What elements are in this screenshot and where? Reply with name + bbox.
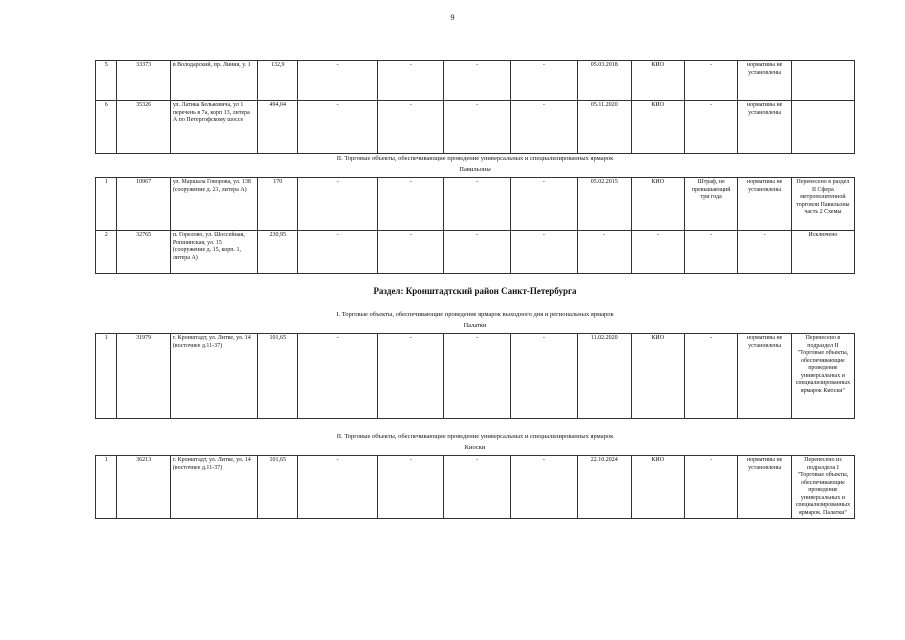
table-cell: Штраф, не превышающий три года (684, 178, 737, 231)
table-cell: 22.10.2024 (578, 456, 631, 519)
table-cell: 05.11.2020 (578, 101, 631, 154)
section-subheading-1: Павильоны (459, 166, 491, 173)
table-cell: 35326 (117, 101, 170, 154)
section-subheading-3: Киоски (464, 444, 486, 451)
table-row (96, 101, 855, 154)
table-cell: нормативы не установлены (738, 334, 791, 419)
section-subheading-2: Палатки (463, 322, 487, 329)
table-cell: 101,65 (258, 456, 298, 519)
table-cell: КИО (631, 101, 684, 154)
table-cell: 494,04 (258, 101, 298, 154)
table-cell: г. Кронштадт, ул. Литке, ул. 14 (восточнее д.11-37) (170, 334, 258, 419)
table-cell: - (578, 231, 631, 274)
table-cell: - (444, 101, 510, 154)
table-cell: - (378, 101, 444, 154)
table-cell: КИО (631, 334, 684, 419)
table-cell: - (378, 178, 444, 231)
table-block-4 (95, 455, 855, 519)
table-cell: 1 (96, 334, 117, 419)
table-cell: - (298, 101, 378, 154)
table-cell: - (378, 456, 444, 519)
table-cell: 101,65 (258, 334, 298, 419)
table-cell: - (444, 61, 510, 101)
section-heading-1: II. Торговые объекты, обеспечивающие проведение универсальных и специализированных ярмарок (336, 155, 614, 162)
section-heading-2: I. Торговые объекты, обеспечивающие проведение ярмарок выходного дня и региональных ярмарок (336, 311, 614, 318)
table-cell: - (510, 456, 577, 519)
table-row (96, 61, 855, 101)
table-cell: - (510, 231, 577, 274)
table-cell: п. Горелово, ул. Шоссейная, Ропшинская, ул. 15 (сооружение д. 15, корп. 1, литера А) (170, 231, 258, 274)
table-cell: 33373 (117, 61, 170, 101)
table-cell: 05.03.2018 (578, 61, 631, 101)
table-cell: КИО (631, 178, 684, 231)
table-cell (791, 101, 854, 154)
table-cell: 31979 (117, 334, 170, 419)
table-block-1 (95, 60, 855, 154)
table-cell: в Володарский, пр. Линия, у. 1 (170, 61, 258, 101)
table-cell: - (684, 334, 737, 419)
table-cell: - (444, 334, 510, 419)
table-cell: КИО (631, 61, 684, 101)
table-cell: - (298, 231, 378, 274)
table-cell: 6 (96, 101, 117, 154)
table-cell: 230,95 (258, 231, 298, 274)
table-cell: - (510, 334, 577, 419)
table-cell: - (510, 61, 577, 101)
table-cell: 11.02.2020 (578, 334, 631, 419)
page-number: 9 (450, 13, 455, 22)
table-cell: 5 (96, 61, 117, 101)
table-cell: Перенесено из подраздела I "Торговые объекты, обеспечивающие проведение универсальных и специализированных ярмарок. Палатки" (791, 456, 854, 519)
table-cell: - (738, 231, 791, 274)
table-row (96, 231, 855, 274)
table-cell: 1 (96, 178, 117, 231)
table-cell: Исключено (791, 231, 854, 274)
table-cell: - (298, 178, 378, 231)
table-cell: 170 (258, 178, 298, 231)
table-cell: - (684, 456, 737, 519)
table-cell: - (298, 334, 378, 419)
table-row (96, 178, 855, 231)
table-cell: - (378, 334, 444, 419)
table-cell: 1 (96, 456, 117, 519)
district-title: Раздел: Кронштадтский район Санкт-Петербурга (373, 286, 577, 296)
table-row (96, 334, 855, 419)
table-cell: 132,9 (258, 61, 298, 101)
table-cell: нормативы не установлены (738, 178, 791, 231)
table-row (96, 456, 855, 519)
table-cell: ул. Маршала Говорова, ул. 138 (сооружение д. 21, литера А) (170, 178, 258, 231)
table-cell: 36213 (117, 456, 170, 519)
table-cell: 05.02.2015 (578, 178, 631, 231)
table-cell: - (684, 61, 737, 101)
table-cell: - (444, 456, 510, 519)
table-cell: ул. Латика Бельковича, ул 1 перечень в 7а, корп 13, литера А по Петергофскому шоссе (170, 101, 258, 154)
table-cell: Перенесено в раздел II Сфера метрополитенной торговли Павильоны часть 2 Схемы (791, 178, 854, 231)
section-heading-3: II. Торговые объекты, обеспечивающие проведение универсальных и специализированных ярмарок (336, 433, 614, 440)
table-block-2 (95, 177, 855, 274)
table-cell: - (684, 101, 737, 154)
table-cell: - (510, 178, 577, 231)
table-cell: - (378, 61, 444, 101)
table-cell: нормативы не установлены (738, 456, 791, 519)
table-cell: нормативы не установлены (738, 101, 791, 154)
table-block-3 (95, 333, 855, 419)
table-cell: нормативы не установлены (738, 61, 791, 101)
table-cell: - (684, 231, 737, 274)
table-cell: Перенесено в подраздел II "Торговые объекты, обеспечивающие проведение универсальных и специализированных ярмарок Киоски" (791, 334, 854, 419)
table-cell: 2 (96, 231, 117, 274)
table-cell: КИО (631, 456, 684, 519)
table-cell (791, 61, 854, 101)
table-cell: 32765 (117, 231, 170, 274)
table-cell: - (510, 101, 577, 154)
table-cell: 10967 (117, 178, 170, 231)
table-cell: г. Кронштадт, ул. Литке, ул. 14 (восточнее д.11-37) (170, 456, 258, 519)
table-cell: - (378, 231, 444, 274)
table-cell: - (298, 61, 378, 101)
table-cell: - (444, 178, 510, 231)
table-cell: - (631, 231, 684, 274)
table-cell: - (444, 231, 510, 274)
table-cell: - (298, 456, 378, 519)
